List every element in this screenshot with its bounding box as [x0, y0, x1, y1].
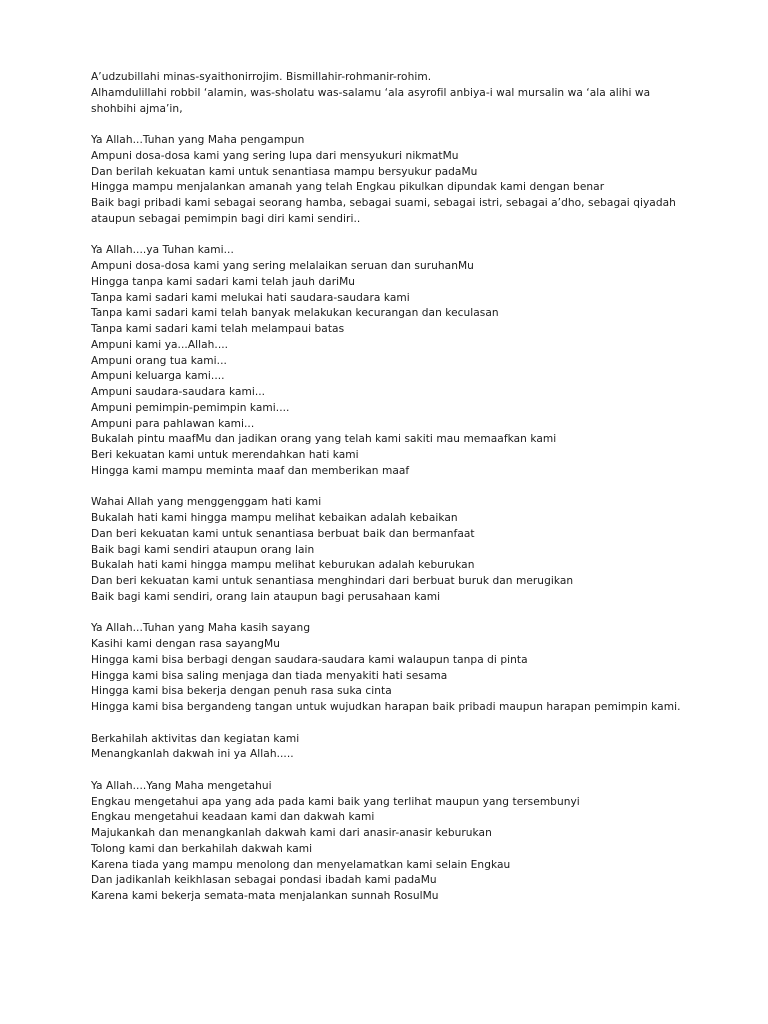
text-line: Bukalah hati kami hingga mampu melihat kebaikan adalah kebaikan — [91, 512, 458, 524]
text-line: Ampuni saudara-saudara kami... — [91, 386, 266, 398]
text-line: Dan jadikanlah keikhlasan sebagai pondasi ibadah kami padaMu — [91, 874, 437, 887]
text-line: Tanpa kami sadari kami telah melampaui batas — [91, 323, 345, 335]
text-line: Ampuni dosa-dosa kami yang sering melalaikan seruan dan suruhanMu — [91, 260, 474, 272]
text-line: Baik bagi kami sendiri, orang lain ataupun bagi perusahaan kami — [91, 590, 441, 603]
text-line: Engkau mengetahui apa yang ada pada kami baik yang terlihat maupun yang tersembunyi — [91, 795, 580, 808]
text-line: Ya Allah....ya Tuhan kami... — [91, 244, 234, 257]
paragraph-hati-kami — [91, 495, 691, 605]
text-line: Ya Allah...Tuhan yang Maha pengampun — [91, 134, 305, 146]
text-line: Dan beri kekuatan kami untuk senantiasa berbuat baik dan bermanfaat — [91, 527, 475, 540]
text-line: Tolong kami dan berkahilah dakwah kami — [91, 842, 313, 855]
text-line: Ampuni dosa-dosa kami yang sering lupa dari mensyukuri nikmatMu — [91, 149, 459, 162]
paragraph-pengampun — [91, 133, 691, 228]
text-line: Karena kami bekerja semata-mata menjalankan sunnah RosulMu — [91, 890, 439, 902]
text-line: Ampuni para pahlawan kami... — [91, 417, 255, 430]
text-line: Hingga tanpa kami sadari kami telah jauh dariMu — [91, 275, 356, 288]
text-line: Bukalah pintu maafMu dan jadikan orang yang telah kami sakiti mau memaafkan kami — [91, 433, 557, 446]
text-line: Beri kekuatan kami untuk merendahkan hati kami — [91, 449, 359, 461]
text-line: Ampuni pemimpin-pemimpin kami.... — [91, 401, 290, 414]
paragraph-berkahilah — [91, 732, 691, 764]
text-line: Kasihi kami dengan rasa sayangMu — [91, 638, 280, 650]
text-line: Hingga mampu menjalankan amanah yang telah Engkau pikulkan dipundak kami dengan benar — [91, 181, 605, 194]
text-line: Bukalah hati kami hingga mampu melihat keburukan adalah keburukan — [91, 559, 475, 572]
text-line: Tanpa kami sadari kami telah banyak melakukan kecurangan dan keculasan — [91, 307, 499, 320]
text-line: Alhamdulillahi robbil ‘alamin, was-sholatu was-salamu ‘ala asyrofil anbiya-i wal mursalin wa ‘ala alihi wa shohbihi ajma’in, — [91, 86, 651, 115]
text-line: Majukankah dan menangkanlah dakwah kami dari anasir-anasir keburukan — [91, 827, 492, 839]
text-line: Engkau mengetahui keadaan kami dan dakwah kami — [91, 811, 375, 824]
paragraph-opening — [91, 70, 691, 117]
text-line: Dan beri kekuatan kami untuk senantiasa menghindari dari berbuat buruk dan merugikan — [91, 575, 574, 587]
text-line: Ampuni kami ya...Allah.... — [91, 338, 229, 351]
text-line: Dan berilah kekuatan kami untuk senantiasa mampu bersyukur padaMu — [91, 165, 478, 178]
text-line: Menangkanlah dakwah ini ya Allah..... — [91, 748, 294, 761]
text-line: Baik bagi pribadi kami sebagai seorang hamba, sebagai suami, sebagai istri, sebagai a’dho, sebagai qiyadah ataupun sebagai pemimpin bagi diri kami sendiri.. — [91, 197, 676, 225]
paragraph-kasih-sayang — [91, 621, 691, 716]
text-line: Hingga kami bisa saling menjaga dan tiada menyakiti hati sesama — [91, 669, 448, 682]
paragraph-tuhan-kami — [91, 243, 691, 479]
text-line: A’udzubillahi minas-syaithonirrojim. Bismillahir-rohmanir-rohim. — [91, 71, 432, 83]
text-line: Hingga kami bisa berbagi dengan saudara-saudara kami walaupun tanpa di pinta — [91, 653, 528, 666]
document-body — [91, 70, 691, 921]
text-line: Ampuni orang tua kami... — [91, 354, 227, 367]
text-line: Hingga kami bisa bekerja dengan penuh rasa suka cinta — [91, 685, 392, 698]
text-line: Hingga kami mampu meminta maaf dan memberikan maaf — [91, 464, 410, 477]
text-line: Baik bagi kami sendiri ataupun orang lain — [91, 543, 315, 556]
text-line: Wahai Allah yang menggenggam hati kami — [91, 496, 322, 509]
text-line: Ampuni keluarga kami.... — [91, 370, 225, 383]
text-line: Tanpa kami sadari kami melukai hati saudara-saudara kami — [91, 291, 410, 304]
text-line: Karena tiada yang mampu menolong dan menyelamatkan kami selain Engkau — [91, 858, 511, 871]
text-line: Berkahilah aktivitas dan kegiatan kami — [91, 732, 300, 745]
text-line: Ya Allah...Tuhan yang Maha kasih sayang — [91, 622, 311, 635]
paragraph-maha-mengetahui — [91, 779, 691, 905]
text-line: Hingga kami bisa bergandeng tangan untuk wujudkan harapan baik pribadi maupun harapan pemimpin kami. — [91, 701, 681, 713]
text-line: Ya Allah....Yang Maha mengetahui — [91, 779, 272, 792]
